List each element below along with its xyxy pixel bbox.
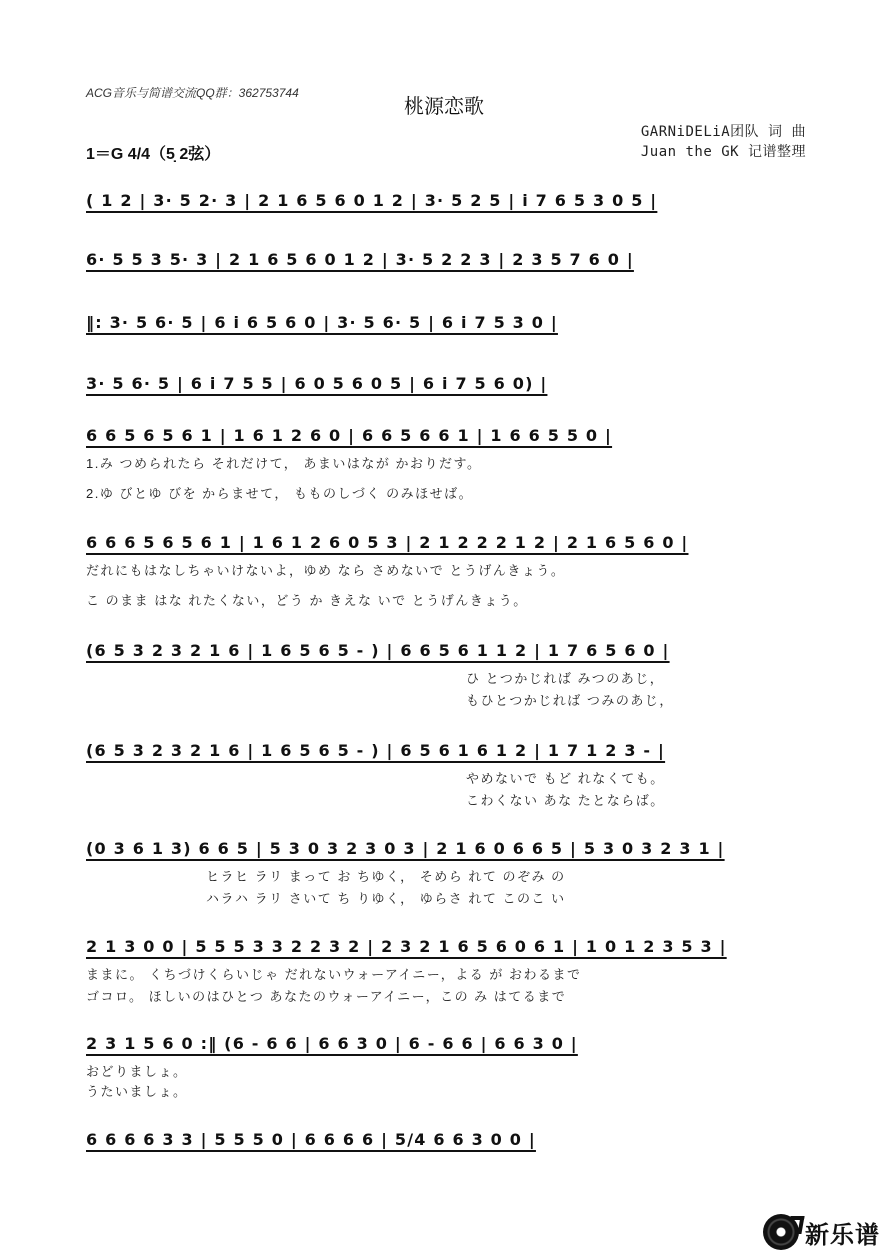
lyric-verse-2: こわくない あな たとならば。 [466,793,665,808]
lyric-verse-2: うたいましょ。 [86,1084,188,1099]
credit-lyrics-music: GARNiDELiA团队 词 曲 [640,124,806,140]
page-title: 桃源恋歌 [404,96,484,118]
notation-line: 6 6 6 5 6 5 6 1 | 1 6 1 2 6 0 5 3 | 2 1 2 2 2 1 2 | 2 1 6 5 6 0 | [86,533,689,552]
credit-arranger: Juan the GK 记谱整理 [640,144,806,160]
lyric-verse-2: こ のまま はな れたくない，どう か きえな いで とうげんきょう。 [86,593,528,608]
record-disc-icon [763,1214,799,1250]
lyric-verse-1: 1.み つめられたら それだけて， あまいはなが かおりだす。 [86,456,482,471]
qq-group-note: ACG音乐与简谱交流QQ群：362753744 [86,86,299,100]
lyric-verse-2: ゴコロ。 ほしいのはひとつ あなたのウォーアイニー，この み はてるまで [86,989,567,1004]
lyric-verse-1: やめないで もど れなくても。 [466,771,665,786]
lyric-verse-1: ままに。 くちづけくらいじゃ だれないウォーアイニー，よる が おわるまで [86,967,582,982]
lyric-verse-1: ひ とつかじれば みつのあじ， [466,671,665,686]
lyric-verse-1: ヒラヒ ラリ まって お ちゆく， そめら れて のぞみ の [206,869,566,884]
notation-line: ‖: 3· 5 6· 5 | 6 i 6 5 6 0 | 3· 5 6· 5 | 6 i 7 5 3 0 | [86,313,558,332]
notation-line: 6· 5 5 3 5· 3 | 2 1 6 5 6 0 1 2 | 3· 5 2 2 3 | 2 3 5 7 6 0 | [86,250,634,269]
lyric-verse-1: だれにもはなしちゃいけないよ，ゆめ なら さめないで とうげんきょう。 [86,563,566,578]
notation-line: 2 3 1 5 6 0 :‖ (6 - 6 6 | 6 6 3 0 | 6 - 6 6 | 6 6 3 0 | [86,1034,578,1053]
lyric-verse-2: 2.ゆ びとゆ びを からませて， もものしづく のみほせば。 [86,486,474,501]
notation-line: (6 5 3 2 3 2 1 6 | 1 6 5 6 5 - ) | 6 5 6 1 6 1 2 | 1 7 1 2 3 - | [86,741,666,760]
notation-line: (6 5 3 2 3 2 1 6 | 1 6 5 6 5 - ) | 6 6 5 6 1 1 2 | 1 7 6 5 6 0 | [86,641,670,660]
notation-line: 2 1 3 0 0 | 5 5 5 3 3 2 2 3 2 | 2 3 2 1 6 5 6 0 6 1 | 1 0 1 2 3 5 3 | [86,937,727,956]
notation-line: 3· 5 6· 5 | 6 i 7 5 5 | 6 0 5 6 0 5 | 6 i 7 5 6 0) | [86,374,548,393]
key-signature: 1＝G 4/4（5̣ 2弦） [86,146,221,163]
lyric-verse-2: ハラハ ラリ さいて ち りゆく， ゆらさ れて このこ い [206,891,566,906]
brand-logo [763,1214,880,1250]
lyric-verse-1: おどりましょ。 [86,1064,188,1079]
brand-name: 新乐谱 [805,1221,880,1249]
notation-line: ( 1 2 | 3· 5 2· 3 | 2 1 6 5 6 0 1 2 | 3· 5 2 5 | i 7 6 5 3 0 5 | [86,191,658,210]
notation-line: (0 3 6 1 3) 6 6 5 | 5 3 0 3 2 3 0 3 | 2 1 6 0 6 6 5 | 5 3 0 3 2 3 1 | [86,839,725,858]
notation-line: 6 6 6 6 3 3 | 5 5 5 0 | 6 6 6 6 | 5/4 6 6 3 0 0 | [86,1130,536,1149]
notation-line: 6 6 5 6 5 6 1 | 1 6 1 2 6 0 | 6 6 5 6 6 1 | 1 6 6 5 5 0 | [86,426,613,445]
lyric-verse-2: もひとつかじれば つみのあじ， [466,693,674,708]
